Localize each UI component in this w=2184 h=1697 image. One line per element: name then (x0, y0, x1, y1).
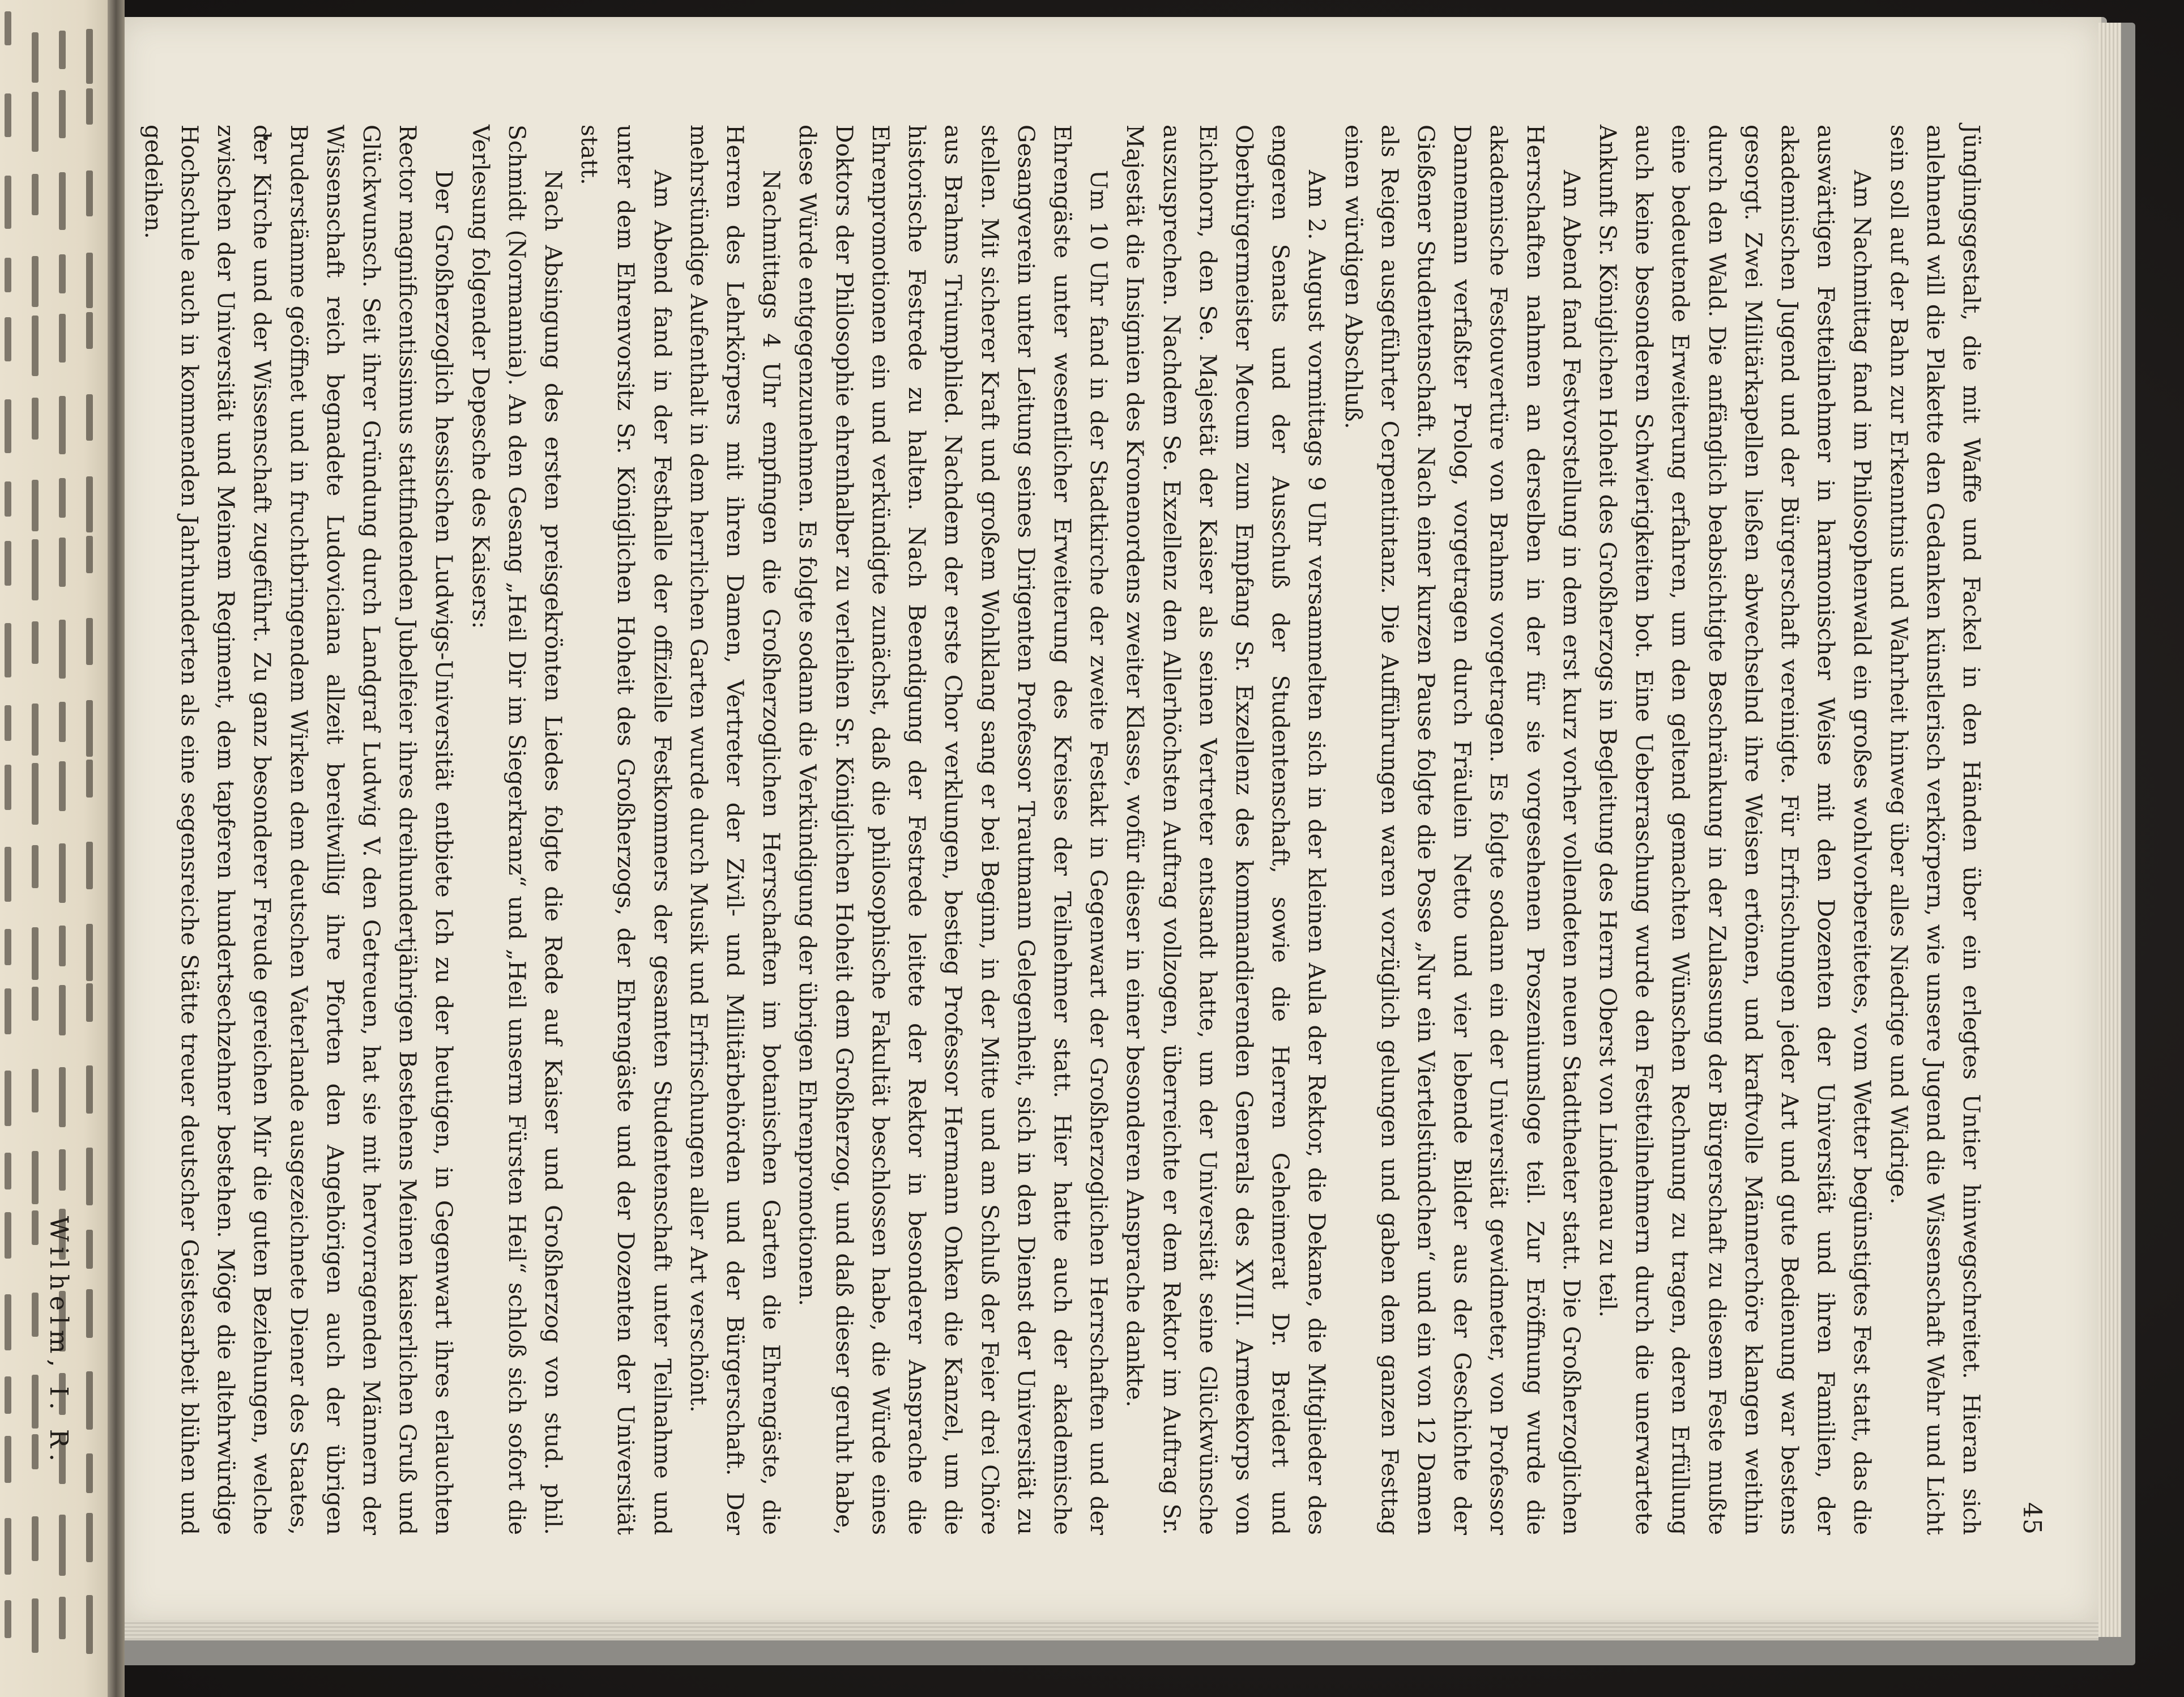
body-text (135, 125, 1990, 1535)
paragraph: Am 2. August vormittags 9 Uhr versammelten sich in der kleinen Aula der Rektor, die Dekane, die Mitglieder des engeren Senats und der Ausschuß der Studentenschaft, sowie die Herren Geheimerat Dr. Breidert und Oberbürgermeister Mecum zum Empfang Sr. Exzellenz des kommandierenden Generals des XVIII. Armeekorps von Eichhorn, den Se. Majestät der Kaiser als seinen Vertreter entsandt hatte, um der Universität seine Glückwünsche auszusprechen. Nachdem Se. Exzellenz den Allerhöchsten Auftrag vollzogen, überreichte er dem Rektor im Auftrag Sr. Majestät die Insignien des Kronenordens zweiter Klasse, wofür dieser in einer besonderen Ansprache dankte. (1121, 125, 1331, 1535)
facing-page-text-stroke (32, 32, 39, 83)
facing-page-text-stroke (5, 1294, 11, 1350)
facing-page-text-stroke (32, 1293, 39, 1337)
facing-page-text-stroke (59, 1515, 66, 1576)
facing-page-text-stroke (86, 253, 93, 308)
facing-page-text-stroke (86, 88, 93, 125)
facing-page-text-stroke (5, 1376, 11, 1414)
facing-page-text-stroke (5, 258, 11, 292)
page-content (44, 91, 2046, 1552)
facing-page-text-stroke (32, 256, 39, 307)
facing-page-text-stroke (59, 1597, 66, 1639)
facing-page-text-stroke (5, 176, 11, 229)
facing-page-text-stroke (32, 539, 39, 600)
paragraph: Am Abend fand in der Festhalle der offizielle Festkommers der gesamten Studentenschaft unter Teilnahme und unter dem Ehrenvorsitz Sr. Königlichen Hoheit des Großherzogs, der Ehrengäste und der Dozenten der Universität statt. (576, 125, 676, 1535)
facing-page-text-stroke (86, 618, 93, 665)
facing-page-text-stroke (5, 93, 11, 137)
facing-page-text-stroke (32, 480, 39, 531)
facing-page-text-stroke (86, 1148, 93, 1205)
paragraph: Am Nachmittag fand im Philosophenwald ein großes wohlvorbereitetes, vom Wetter begünstigtes Fest statt, das die auswärtigen Festteilnehmer in harmonischer Weise mit den Dozenten der Universität und ihren Familien, der akademischen Jugend und der Bürgerschaft vereinigte. Für Erfrischungen jeder Art und gute Bedienung war bestens gesorgt. Zwei Militärkapellen ließen abwechselnd ihre Weisen ertönen, und kraftvolle Männerchöre klangen weithin durch den Wald. Die anfänglich beabsichtigte Beschränkung in der Zulassung der Bürgerschaft zu diesem Feste mußte eine bedeutende Erweiterung erfahren, um den geltend gemachten Wünschen Rechnung zu tragen, deren Erfüllung auch keine besonderen Schwierigkeiten bot. Eine Ueberraschung wurde den Festteilnehmern durch die unerwartete Ankunft Sr. Königlichen Hoheit des Großherzogs in Begleitung des Herrn Oberst von Lindenau zu teil. (1594, 125, 1876, 1535)
facing-page-text-stroke (86, 1065, 93, 1114)
facing-page-text-stroke (5, 929, 11, 965)
facing-page-text-stroke (5, 988, 11, 1034)
facing-page-text-stroke (32, 1375, 39, 1429)
facing-page-text-stroke (5, 541, 11, 586)
facing-page-text-stroke (86, 1289, 93, 1338)
facing-page-text-stroke (86, 1371, 93, 1430)
facing-page-text-stroke (86, 1513, 93, 1562)
paragraph: Um 10 Uhr fand in der Stadtkirche der zweite Festakt in Gegenwart der Großherzoglichen Herrschaften und der Ehrengäste unter wesentlicher Erweiterung des Kreises der Teilnehmer statt. Hier hatte auch der akademische Gesangverein unter Leitung seines Dirigenten Professor Trautmann Gelegenheit, sich in den Dienst der Universität zu stellen. Mit sicherer Kraft und großem Wohlklang sang er bei Beginn, in der Mitte und am Schluß der Feier drei Chöre aus Brahms Triumphlied. Nachdem der erste Chor verklungen, bestieg Professor Hermann Onken die Kanzel, um die historische Festrede zu halten. Nach Beendigung der Festrede leitete der Rektor in besonderer Ansprache die Ehrenpromotionen ein und verkündigte zunächst, daß die philosophische Fakultät beschlossen habe, die Würde eines Doktors der Philosophie ehrenhalber zu verleihen Sr. Königlichen Hoheit dem Großherzog, und daß dieser geruht habe, diese Würde entgegenzunehmen. Es folgte sodann die Verkündigung der übrigen Ehrenpromotionen. (794, 125, 1113, 1535)
page-edges-right (2098, 23, 2121, 1637)
facing-page-text-stroke (32, 987, 39, 1021)
facing-page-text-stroke (86, 394, 93, 441)
facing-page-text-stroke (5, 1153, 11, 1189)
facing-page-text-stroke (86, 924, 93, 981)
facing-page-text-stroke (32, 845, 39, 888)
facing-page-text-stroke (32, 174, 39, 215)
facing-page-text-stroke (86, 536, 93, 573)
facing-page-text-stroke (86, 760, 93, 798)
paragraph: Nach Absingung des ersten preisgekrönten Liedes folgte die Rede auf Kaiser und Großherzog von stud. phil. Schmidt (Normannia). An den Gesang „Heil Dir im Siegerkranz“ und „Heil unserm Fürsten Heil“ schloß sich sofort die Verlesung folgender Depesche des Kaisers: (467, 125, 568, 1535)
facing-page-text-stroke (86, 842, 93, 889)
facing-page-text-stroke (5, 399, 11, 453)
facing-page-text-stroke (86, 170, 93, 216)
signature: Wilhelm, I. R. (44, 1216, 73, 1467)
facing-page-text-stroke (5, 1436, 11, 1483)
facing-page-text-stroke (32, 1516, 39, 1561)
facing-page-text-stroke (86, 476, 93, 532)
facing-page-text-stroke (5, 11, 11, 45)
paragraph: Nachmittags 4 Uhr empfingen die Großherzoglichen Herrschaften im botanischen Garten die Ehrengäste, die Herren des Lehrkörpers mit ihren Damen, Vertreter der Zivil- und Militärbehörden und der Bürgerschaft. Der mehrstündige Aufenthalt in dem herrlichen Garten wurde durch Musik und Erfrischungen aller Art verschönt. (685, 125, 786, 1535)
telegram-paragraph: Der Großherzoglich hessischen Ludwigs-Universität entbiete Ich zu der heutigen, in Gegenwart ihres erlauchten Rector magnificentissimus stattfindenden Jubelfeier ihres dreihundertjährigen Bestehens Meinen kaiserlichen Gruß und Glückwunsch. Seit ihrer Gründung durch Landgraf Ludwig V. den Getreuen, hat sie mit hervorragenden Männern der Wissenschaft reich begnadete Ludoviciana allzeit bereitwillig ihre Pforten den Angehörigen auch der übrigen Bruderstämme geöffnet und in fruchtbringendem Wirken dem deutschen Vaterlande ausgezeichnete Diener des Staates, der Kirche und der Wissenschaft zugeführt. Zu ganz besonderer Freude gereichen Mir die guten Beziehungen, welche zwischen der Universität und Meinem Regiment, dem tapferen hundertsechzehner bestehen. Möge die altehrwürdige Hochschule auch in kommenden Jahrhunderten als eine segensreiche Stätte treuer deutscher Geistesarbeit blühen und gedeihen. (139, 125, 458, 1535)
facing-page-text-stroke (5, 1518, 11, 1575)
facing-page-text-stroke (86, 700, 93, 757)
facing-page-text-stroke (86, 1230, 93, 1269)
facing-page-text-stroke (86, 983, 93, 1022)
facing-page-text-stroke (32, 398, 39, 440)
facing-page-text-stroke (5, 623, 11, 677)
facing-page-text-stroke (32, 1151, 39, 1204)
book-gutter (108, 0, 125, 1697)
facing-page-text-stroke (32, 703, 39, 756)
paragraph: Am Abend fand Festvorstellung in dem erst kurz vorher vollendeten neuen Stadttheater statt. Die Großherzoglichen Herrschaften nahmen an derselben in der für sie vorgesehenen Proszeniumsloge teil. Zur Eröffnung wurde die akademische Festouvertüre von Brahms vorgetragen. Es folgte sodann ein der Universität gewidmeter, von Professor Dannemann verfaßter Prolog, vorgetragen durch Fräulein Netto und vier lebende Bilder aus der Geschichte der Gießener Studentenschaft. Nach einer kurzen Pause folgte die Posse „Nur ein Viertelstündchen“ und ein von 12 Damen als Reigen ausgeführter Cerpentintanz. Die Aufführungen waren vorzüglich gelungen und gaben dem ganzen Festtag einen würdigen Abschluß. (1340, 125, 1585, 1535)
facing-page-text-stroke (86, 29, 93, 84)
facing-page-text-stroke (32, 927, 39, 980)
facing-page-text-stroke (5, 317, 11, 361)
facing-page-text-stroke (86, 1453, 93, 1493)
facing-page-text-stroke (86, 312, 93, 349)
facing-page-text-stroke (5, 765, 11, 810)
facing-page-text-stroke (86, 1595, 93, 1654)
facing-page-text-stroke (32, 92, 39, 152)
facing-page-text-stroke (5, 1212, 11, 1259)
facing-page-text-stroke (5, 847, 11, 902)
facing-page-text-stroke (5, 481, 11, 517)
page-edges-bottom (122, 1620, 2098, 1640)
facing-page-text-stroke (32, 621, 39, 664)
page-number: 45 (2017, 1502, 2046, 1535)
facing-page-text-stroke (32, 315, 39, 376)
facing-page-text-stroke (5, 1071, 11, 1126)
facing-page-text-stroke (32, 1598, 39, 1653)
paragraph: Jünglingsgestalt, die mit Waffe und Fackel in den Händen über ein erlegtes Untier hinwegschreitet. Hieran sich anlehnend will die Plakette den Gedanken künstlerisch verkörpern, wie unsere Jugend die Wissenschaft Wehr und Licht sein soll auf der Bahn zur Erkenntnis und Wahrheit hinweg über alles Niedrige und Widrige. (1885, 125, 1985, 1535)
facing-page-text-stroke (5, 705, 11, 741)
facing-page-text-stroke (32, 1069, 39, 1112)
facing-page-text-stroke (59, 31, 66, 69)
facing-page-text-stroke (32, 1434, 39, 1469)
facing-page-text-stroke (5, 1600, 11, 1638)
page-header (2007, 125, 2046, 1535)
facing-page-text-stroke (32, 763, 39, 825)
facing-page-text-stroke (32, 1210, 39, 1245)
